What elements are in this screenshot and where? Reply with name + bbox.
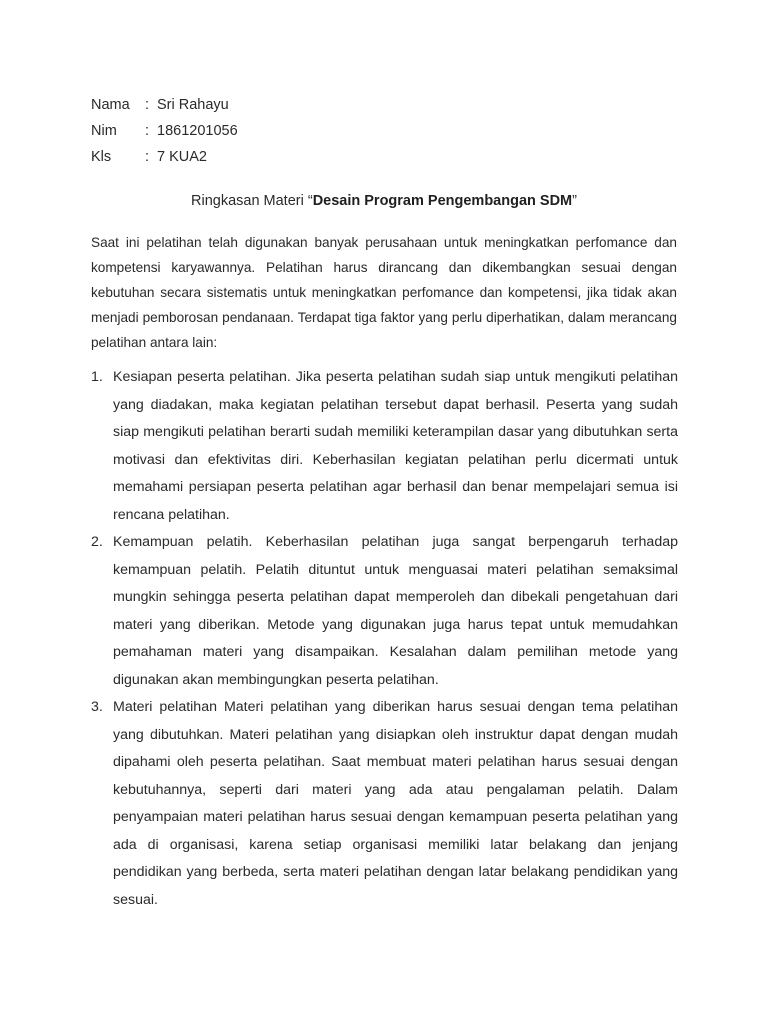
identity-label: Kls — [91, 149, 112, 165]
identity-value: 1861201056 — [157, 123, 238, 139]
list-item — [91, 364, 678, 529]
document-title — [0, 191, 768, 211]
factor-list — [91, 364, 678, 914]
identity-colon: : — [145, 97, 150, 113]
identity-colon: : — [145, 123, 150, 139]
identity-row-name — [91, 92, 238, 118]
list-item — [91, 694, 678, 914]
list-item-text: Materi pelatihan Materi pelatihan yang diberikan harus sesuai dengan tema pelatihan yang dibutuhkan. Materi pelatihan yang disiapkan oleh instruktur dapat dengan mudah dipahami oleh peserta pelatihan. Saat membuat materi pelatihan harus sesuai dengan kebutuhannya, seperti dari materi yang ada atau pengalaman pelatih. Dalam penyampaian materi pelatihan harus sesuai dengan kemampuan peserta pelatihan yang ada di organisasi, karena setiap organisasi memiliki latar belakang dan jenjang pendidikan yang berbeda, serta materi pelatihan dengan latar belakang pendidikan yang sesuai. — [113, 699, 678, 908]
identity-label: Nim — [91, 123, 117, 139]
list-item-number: 2. — [91, 534, 103, 550]
identity-row-nim — [91, 118, 238, 144]
list-item-number: 3. — [91, 699, 103, 715]
list-item-text: Kesiapan peserta pelatihan. Jika peserta pelatihan sudah siap untuk mengikuti pelatihan yang diadakan, maka kegiatan pelatihan tersebut dapat berhasil. Peserta yang sudah siap mengikuti pelatihan berarti sudah memiliki keterampilan dasar yang dibutuhkan serta motivasi dan efektivitas diri. Keberhasilan kegiatan pelatihan perlu dicermati untuk memahami persiapan peserta pelatihan agar berhasil dan benar mempelajari semua isi rencana pelatihan. — [113, 369, 678, 523]
title-prefix: Ringkasan Materi “ — [191, 193, 313, 209]
title-emphasis: Desain Program Pengembangan SDM — [312, 193, 573, 209]
title-suffix: ” — [572, 193, 577, 209]
list-item — [91, 529, 678, 694]
list-item-text: Kemampuan pelatih. Keberhasilan pelatihan juga sangat berpengaruh terhadap kemampuan pelatih. Pelatih dituntut untuk menguasai materi pelatihan semaksimal mungkin sehingga peserta pelatihan dapat memperoleh dan dibekali pengetahuan dari materi yang diberikan. Metode yang digunakan juga harus tepat untuk memudahkan pemahaman materi yang disampaikan. Kesalahan dalam pemilihan metode yang digunakan akan membingungkan peserta pelatihan. — [113, 534, 678, 688]
student-identity — [91, 92, 238, 170]
identity-row-class — [91, 144, 238, 170]
identity-value: Sri Rahayu — [157, 97, 229, 113]
identity-value: 7 KUA2 — [157, 149, 207, 165]
list-item-number: 1. — [91, 369, 103, 385]
intro-paragraph: Saat ini pelatihan telah digunakan banyak perusahaan untuk meningkatkan perfomance dan kompetensi karyawannya. Pelatihan harus dirancang dan dikembangkan sesuai dengan kebutuhan secara sistematis untuk meningkatkan perfomance dan kompetensi, jika tidak akan menjadi pemborosan pendanaan. Terdapat tiga faktor yang perlu diperhatikan, dalam merancang pelatihan antara lain: — [91, 235, 677, 350]
identity-label: Nama — [91, 97, 130, 113]
identity-colon: : — [145, 149, 150, 165]
